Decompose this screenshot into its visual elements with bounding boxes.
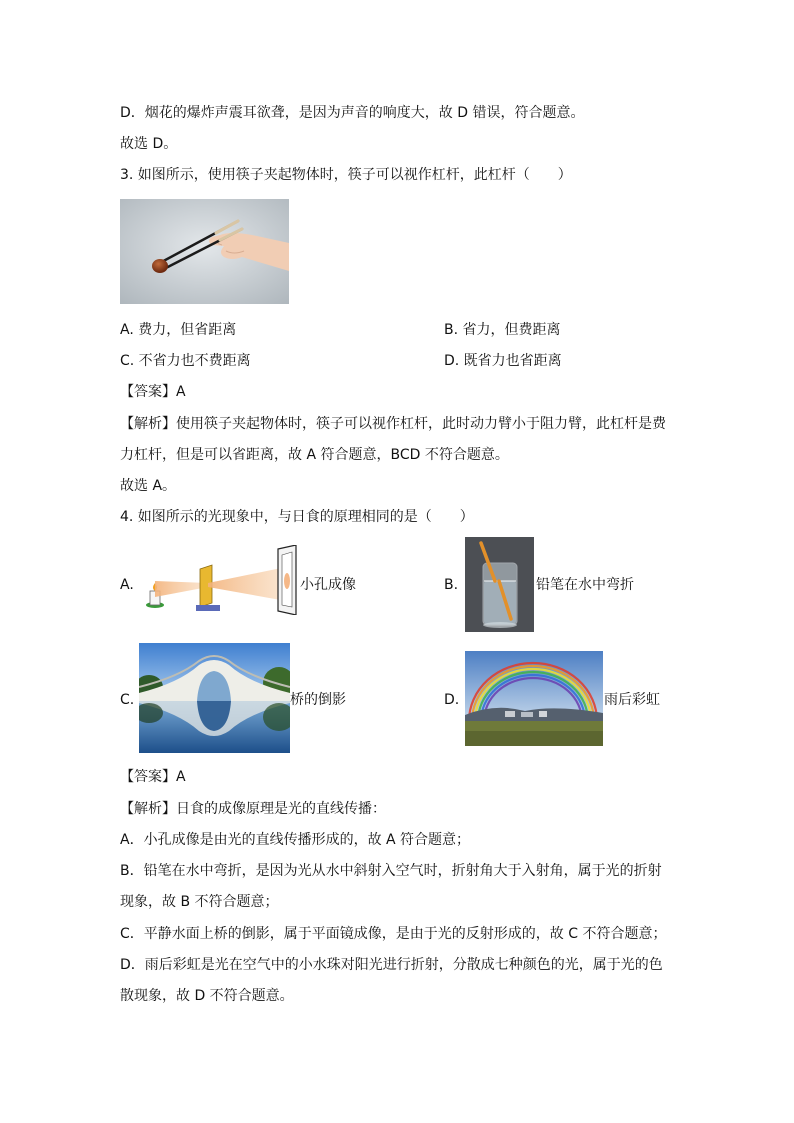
prev-option-d-text: D．烟花的爆炸声震耳欲聋，是因为声音的响度大，故 D 错误，符合题意。: [120, 105, 585, 121]
q4-analysis-b-line-1: B．铅笔在水中弯折，是因为光从水中斜射入空气时，折射角大于入射角，属于光的折射: [120, 863, 662, 879]
question-4-stem: 4. 如图所示的光现象中，与日食的原理相同的是（ ）: [120, 509, 474, 525]
q4-option-a-caption: 小孔成像: [300, 577, 356, 593]
pinhole-image: [138, 545, 298, 615]
rainbow-image: [465, 651, 603, 746]
q4-analysis-d-line-2: 散现象，故 D 不符合题意。: [120, 988, 294, 1004]
q4-option-a-letter: A.: [120, 577, 134, 593]
q4-analysis-c: C．平静水面上桥的倒影，属于平面镜成像，是由于光的反射形成的，故 C 不符合题意；: [120, 926, 667, 942]
q3-analysis-line-1: 【解析】使用筷子夹起物体时，筷子可以视作杠杆，此时动力臂小于阻力臂，此杠杆是费: [120, 416, 666, 432]
prev-choose-text: 故选 D。: [120, 136, 178, 152]
chopsticks-image: [120, 199, 289, 304]
q3-option-a: A. 费力，但省距离: [120, 322, 237, 338]
bridge-reflection-image: [139, 643, 290, 753]
q3-option-c: C. 不省力也不费距离: [120, 353, 251, 369]
q4-option-c-letter: C.: [120, 692, 135, 708]
q4-analysis-a: A．小孔成像是由光的直线传播形成的，故 A 符合题意；: [120, 832, 471, 848]
q4-analysis-head: 【解析】日食的成像原理是光的直线传播：: [120, 801, 386, 817]
q3-option-b: B. 省力，但费距离: [444, 322, 561, 338]
pencil-in-water-image: [465, 537, 534, 632]
q4-answer: 【答案】A: [120, 769, 186, 785]
q4-analysis-b-line-2: 现象，故 B 不符合题意；: [120, 894, 279, 910]
q4-option-c-caption: 桥的倒影: [290, 692, 346, 708]
q4-option-d-letter: D.: [444, 692, 460, 708]
q3-option-d: D. 既省力也省距离: [444, 353, 562, 369]
q4-option-d-caption: 雨后彩虹: [604, 692, 660, 708]
q4-option-b-letter: B.: [444, 577, 459, 593]
q3-analysis-line-2: 力杠杆，但是可以省距离，故 A 符合题意，BCD 不符合题意。: [120, 447, 509, 463]
q3-choose: 故选 A。: [120, 478, 177, 494]
q4-option-b-caption: 铅笔在水中弯折: [536, 577, 634, 593]
question-3-stem: 3. 如图所示，使用筷子夹起物体时，筷子可以视作杠杆，此杠杆（ ）: [120, 167, 572, 183]
q3-answer: 【答案】A: [120, 384, 186, 400]
q4-analysis-d-line-1: D．雨后彩虹是光在空气中的小水珠对阳光进行折射，分散成七种颜色的光，属于光的色: [120, 957, 663, 973]
